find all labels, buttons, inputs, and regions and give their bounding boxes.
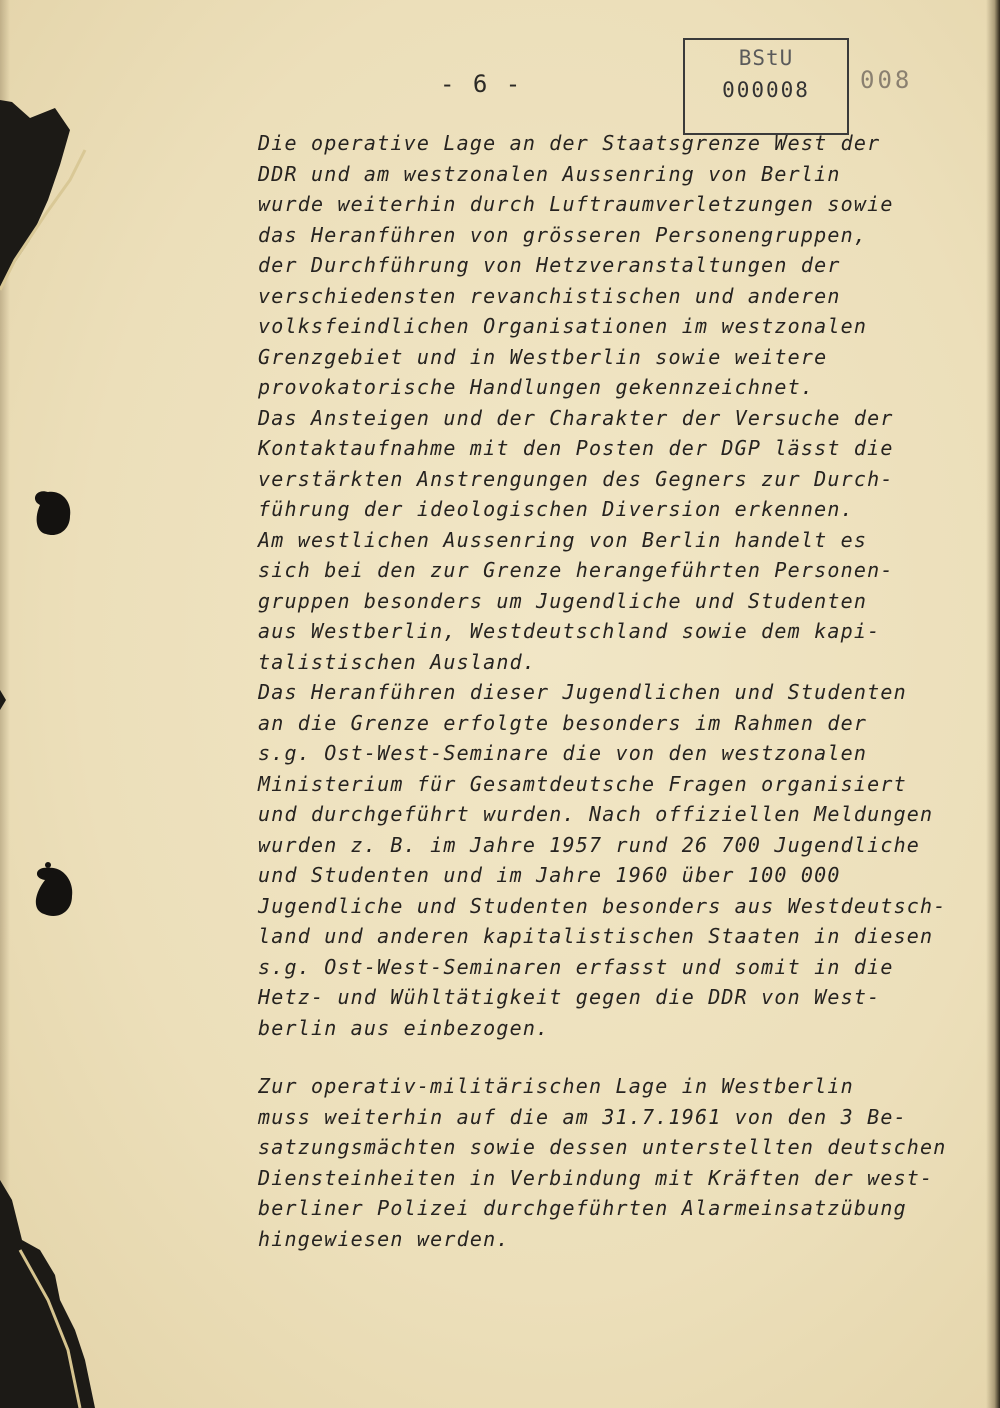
paragraph-1 — [258, 128, 947, 1043]
debris-dot — [45, 862, 51, 868]
text-line: Am westlichen Aussenring von Berlin handelt es — [258, 527, 868, 552]
text-line: an die Grenze erfolgte besonders im Rahmen der — [258, 710, 868, 735]
text-line: aus Westberlin, Westdeutschland sowie dem kapi- — [258, 619, 881, 643]
body-text — [258, 128, 947, 1254]
text-line: Die operative Lage an der Staatsgrenze West der — [258, 131, 881, 155]
text-line: wurde weiterhin durch Luftraumverletzungen sowie — [258, 192, 894, 216]
text-line: berlin aus einbezogen. — [258, 1015, 550, 1040]
text-line: talistischen Ausland. — [258, 649, 537, 674]
archive-side-number: 008 — [860, 66, 913, 94]
torn-corner-bottom-left — [0, 1180, 95, 1408]
archive-stamp — [683, 38, 849, 135]
text-line: führung der ideologischen Diversion erkennen. — [258, 497, 854, 521]
text-line: Hetz- und Wühltätigkeit gegen die DDR von West- — [258, 985, 881, 1009]
page-number: - 6 - — [440, 70, 523, 98]
stamp-number: 000008 — [722, 78, 810, 102]
text-line: Grenzgebiet und in Westberlin sowie weitere — [258, 344, 828, 369]
text-line: gruppen besonders um Jugendliche und Studenten — [258, 588, 868, 613]
text-line: wurden z. B. im Jahre 1957 rund 26 700 Jugendliche — [258, 832, 921, 857]
text-line: volksfeindlichen Organisationen im westzonalen — [258, 314, 868, 338]
text-line: Jugendliche und Studenten besonders aus Westdeutsch- — [258, 893, 947, 918]
edge-mark — [0, 690, 6, 710]
text-line: Zur operativ-militärischen Lage in Westberlin — [258, 1074, 854, 1098]
text-line: verstärkten Anstrengungen des Gegners zur Durch- — [258, 466, 894, 491]
text-line: das Heranführen von grösseren Personengruppen, — [258, 222, 868, 247]
paragraph-gap — [258, 1043, 938, 1071]
text-line: s.g. Ost-West-Seminare die von den westzonalen — [258, 741, 868, 765]
text-line: und durchgeführt wurden. Nach offiziellen Meldungen — [258, 802, 934, 826]
text-line: Diensteinheiten in Verbindung mit Kräften der west- — [258, 1165, 934, 1190]
text-line: der Durchführung von Hetzveranstaltungen der — [258, 253, 841, 277]
text-line: Das Heranführen dieser Jugendlichen und Studenten — [258, 680, 907, 704]
text-line: hingewiesen werden. — [258, 1226, 510, 1251]
text-line: satzungsmächten sowie dessen unterstellten deutschen — [258, 1135, 947, 1159]
text-line: DDR und am westzonalen Aussenring von Berlin — [258, 161, 841, 186]
punch-hole-lower — [36, 868, 72, 916]
punch-hole-upper — [35, 491, 70, 535]
text-line: s.g. Ost-West-Seminaren erfasst und somit in die — [258, 954, 894, 979]
text-line: muss weiterhin auf die am 31.7.1961 von den 3 Be- — [258, 1104, 907, 1129]
text-line: und Studenten und im Jahre 1960 über 100 000 — [258, 863, 841, 887]
text-line: berliner Polizei durchgeführten Alarmeinsatzübung — [258, 1196, 907, 1220]
text-line: Ministerium für Gesamtdeutsche Fragen organisiert — [258, 771, 907, 796]
text-line: Kontaktaufnahme mit den Posten der DGP lässt die — [258, 436, 894, 460]
stamp-label: BStU — [738, 46, 794, 70]
text-line: Das Ansteigen und der Charakter der Versuche der — [258, 405, 894, 430]
text-line: verschiedensten revanchistischen und anderen — [258, 283, 841, 308]
text-line: provokatorische Handlungen gekennzeichnet. — [258, 375, 815, 399]
text-line: sich bei den zur Grenze herangeführten Personen- — [258, 558, 894, 582]
text-line: land und anderen kapitalistischen Staaten in diesen — [258, 924, 934, 948]
paragraph-2 — [258, 1071, 947, 1254]
